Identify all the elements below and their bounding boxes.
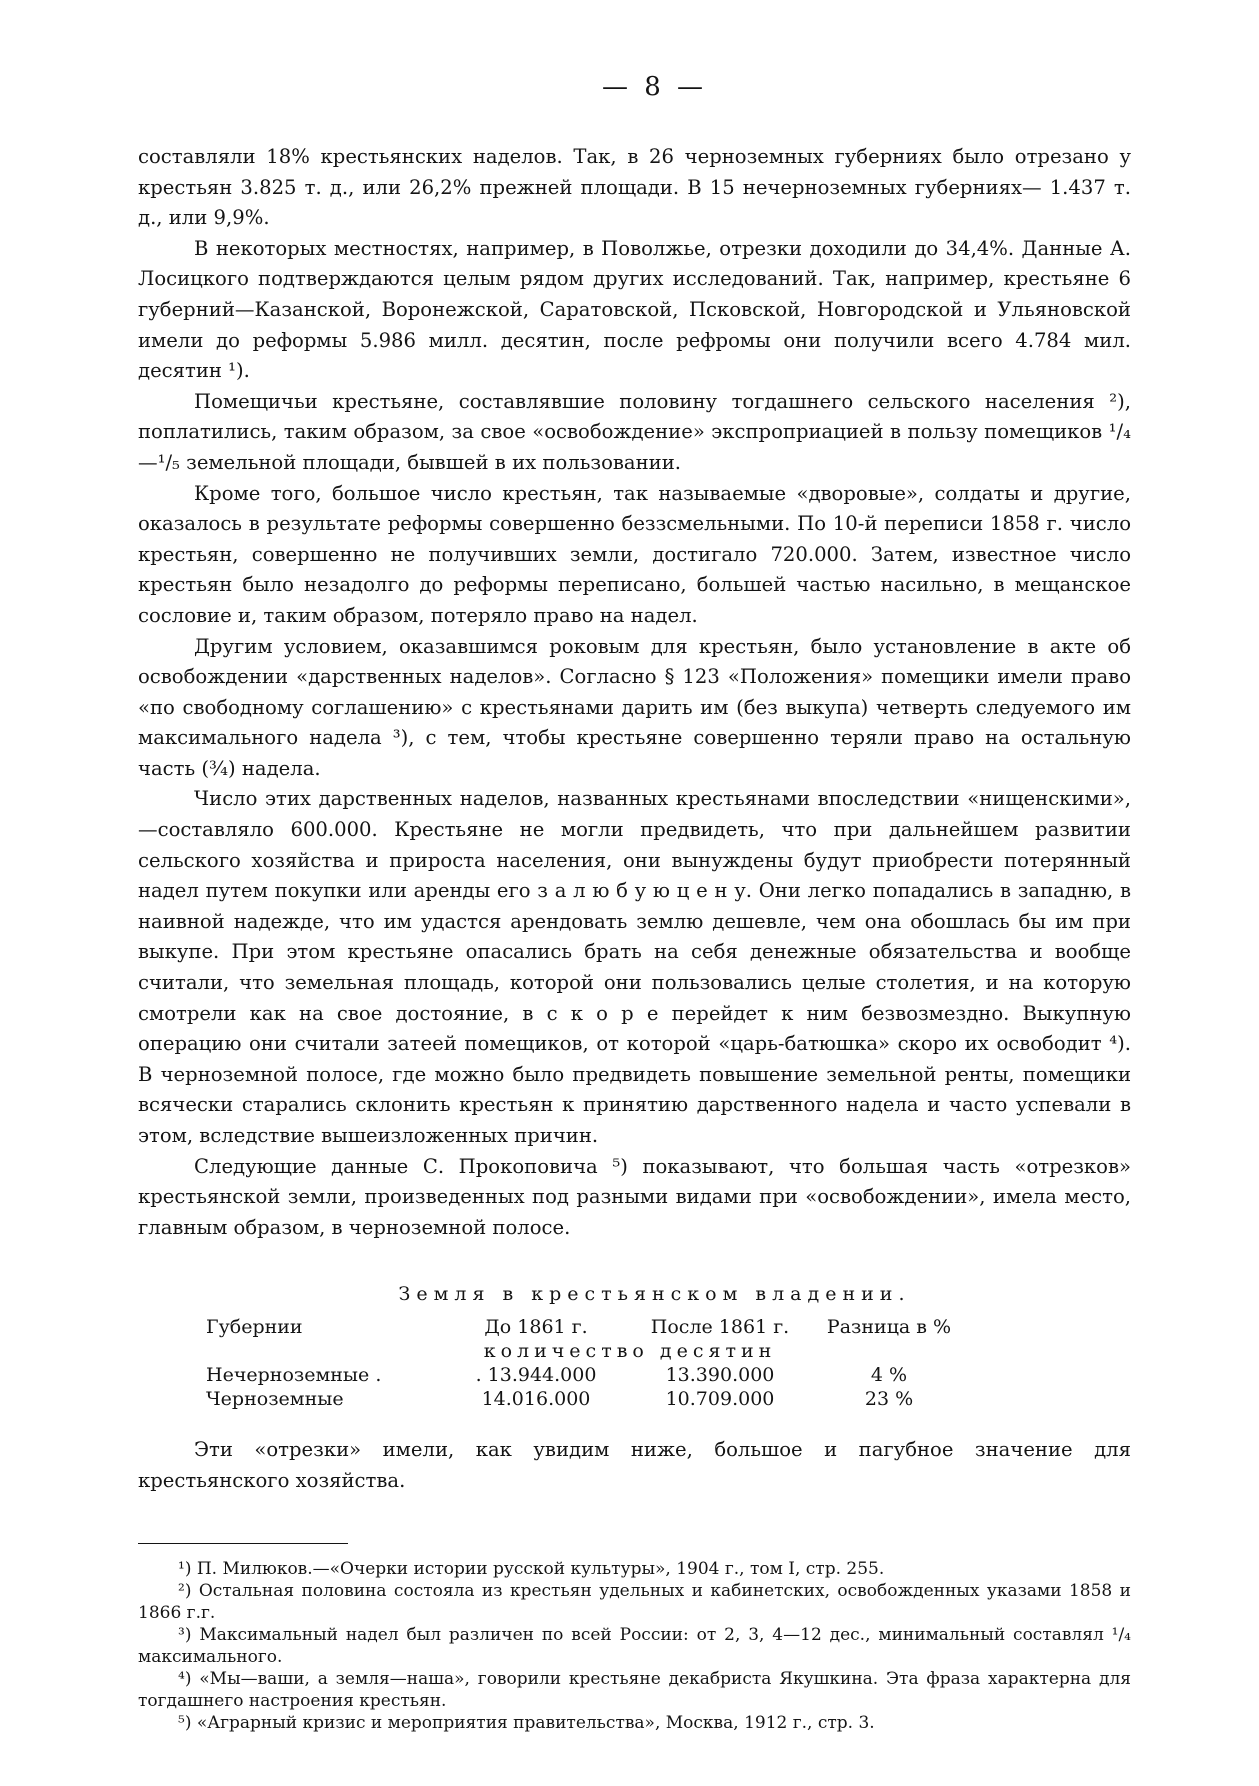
table-title: Земля в крестьянском владении.	[398, 1283, 911, 1306]
footnotes	[138, 1558, 1131, 1734]
after-table-text	[138, 1435, 1131, 1496]
paragraph: Эти «отрезки» имели, как увидим ниже, большое и пагубное значение для крестьянского хозяйства.	[138, 1438, 1131, 1492]
footnote: ⁴) «Мы—ваши, а земля—наша», говорили крестьяне декабриста Якушкина. Эта фраза характерна для тогдашнего настроения крестьян.	[138, 1668, 1131, 1711]
row-name: Черноземные	[206, 1388, 344, 1411]
paragraph: Следующие данные С. Прокоповича ⁵) показывают, что большая часть «отрезков» крестьянской земли, произведенных под разными видами при «освобождении», имела место, главным образом, в черноземной полосе.	[138, 1154, 1131, 1239]
row-before: . 13.944.000	[475, 1364, 597, 1387]
footnote: ¹) П. Милюков.—«Очерки истории русской культуры», 1904 г., том I, стр. 255.	[178, 1558, 885, 1579]
header-gubernii: Губернии	[206, 1316, 303, 1339]
main-text	[138, 142, 1131, 1243]
land-table-block	[138, 1283, 1131, 1411]
paragraph: составляли 18% крестьянских наделов. Так, в 26 черноземных губерниях было отрезано у крестьян 3.825 т. д., или 26,2% прежней площади. В 15 нечерноземных губерниях— 1.437 т. д., или 9,9%.	[138, 145, 1131, 230]
units-label: количество десятин	[483, 1340, 777, 1363]
row-after: 13.390.000	[665, 1364, 775, 1387]
footnote: ³) Максимальный надел был различен по всей России: от 2, 3, 4—12 дес., минимальный составлял ¹/₄ максимального.	[138, 1624, 1131, 1667]
row-diff: 23 %	[864, 1388, 914, 1411]
table-row	[206, 1387, 964, 1411]
row-name: Нечерноземные .	[206, 1364, 382, 1387]
paragraph: В некоторых местностях, например, в Поволжье, отрезки доходили до 34,4%. Данные А. Лосицкого подтверждаются целым рядом других исследований. Так, например, крестьяне 6 губерний—Казанской, Воронежской, Саратовской, Псковской, Новгородской и Ульяновской имели до реформы 5.986 милл. десятин, после рефромы они получили всего 4.784 мил. десятин ¹).	[138, 236, 1131, 383]
land-table	[206, 1315, 964, 1411]
footnote: ⁵) «Аграрный кризис и мероприятия правительства», Москва, 1912 г., стр. 3.	[178, 1712, 875, 1733]
table-units-row	[206, 1339, 964, 1363]
paragraph: Кроме того, большое число крестьян, так называемые «дворовые», солдаты и другие, оказалось в результате реформы совершенно беззсмельными. По 10-й переписи 1858 г. число крестьян, совершенно не получивших земли, достигало 720.000. Затем, известное число крестьян было незадолго до реформы переписано, большей частью насильно, в мещанское сословие и, таким образом, потеряло право на надел.	[138, 481, 1131, 627]
header-before-1861: До 1861 г.	[484, 1316, 588, 1339]
row-before: 14.016.000	[481, 1388, 591, 1411]
page-number: — 8 —	[601, 72, 708, 102]
table-row	[206, 1363, 964, 1387]
paragraph: Помещичьи крестьяне, составлявшие половину тогдашнего сельского населения ²), поплатились, таким образом, за свое «освобождение» экспроприацией в пользу помещиков ¹/₄—¹/₅ земельной площади, бывшей в их пользовании.	[138, 389, 1131, 474]
header-difference: Разница в %	[826, 1316, 952, 1339]
row-diff: 4 %	[870, 1364, 908, 1387]
paragraph: Другим условием, оказавшимся роковым для крестьян, было установление в акте об освобождении «дарственных наделов». Согласно § 123 «Положения» помещики имели право «по свободному соглашению» с крестьянами дарить им (без выкупа) четверть следуемого им максимального надела ³), с тем, чтобы крестьяне совершенно теряли право на остальную часть (¾) надела.	[138, 634, 1131, 780]
row-after: 10.709.000	[665, 1388, 775, 1411]
table-header-row	[206, 1315, 964, 1339]
footnote-divider	[138, 1543, 348, 1544]
header-after-1861: После 1861 г.	[650, 1316, 790, 1339]
footnote: ²) Остальная половина состояла из крестьян удельных и кабинетских, освобожденных указами 1858 и 1866 г.г.	[138, 1580, 1131, 1623]
paragraph: Число этих дарственных наделов, названных крестьянами впоследствии «нищенскими»,—составляло 600.000. Крестьяне не могли предвидеть, что при дальнейшем развитии сельского хозяйства и прироста населения, они вынуждены будут приобрести потерянный надел путем покупки или аренды его з а л ю б у ю ц е н у. Они легко попадались в западню, в наивной надежде, что им удастся арендовать землю дешевле, чем она обошлась бы им при выкупе. При этом крестьяне опасались брать на себя денежные обязательства и вообще считали, что земельная площадь, которой они пользовались целые столетия, и на которую смотрели как на свое достояние, в с к о р е перейдет к ним безвозмездно. Выкупную операцию они считали затеей помещиков, от которой «царь-батюшка» скоро их освободит ⁴). В черноземной полосе, где можно было предвидеть повышение земельной ренты, помещики всячески старались склонить крестьян к принятию дарственного надела и часто успевали в этом, вследствие вышеизложенных причин.	[138, 787, 1131, 1147]
